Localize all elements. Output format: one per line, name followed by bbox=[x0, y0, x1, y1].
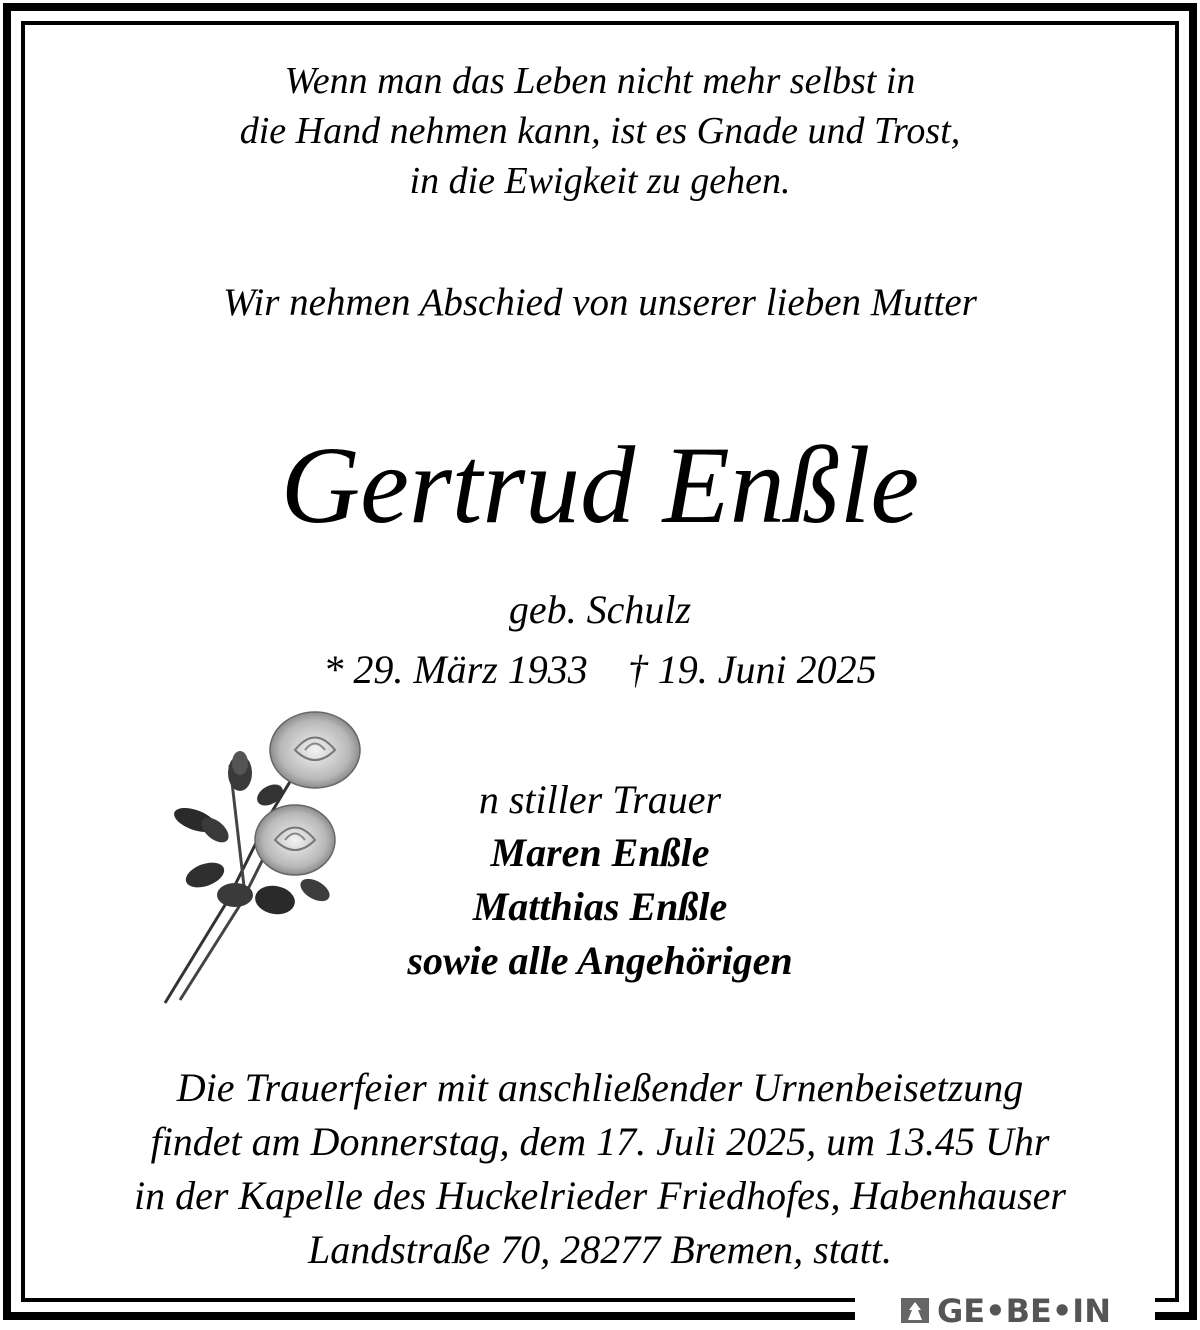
mourner-name-3: sowie alle Angehörigen bbox=[407, 938, 793, 983]
mourner-name-1: Maren Enßle bbox=[490, 830, 710, 875]
deceased-name: Gertrud Enßle bbox=[280, 424, 920, 546]
service-line-1: Die Trauerfeier mit anschließender Urnenbeisetzung bbox=[176, 1065, 1024, 1110]
verse-line-2: die Hand nehmen kann, ist es Gnade und Trost, bbox=[239, 110, 961, 152]
intro-text: Wir nehmen Abschied von unserer lieben Mutter bbox=[223, 281, 977, 324]
birth-date: * 29. März 1933 bbox=[323, 647, 588, 692]
service-line-3: in der Kapelle des Huckelrieder Friedhofes, Habenhauser bbox=[133, 1173, 1066, 1218]
service-line-4: Landstraße 70, 28277 Bremen, statt. bbox=[307, 1227, 893, 1272]
verse-line-1: Wenn man das Leben nicht mehr selbst in bbox=[284, 60, 916, 102]
gebein-logo-icon bbox=[899, 1296, 931, 1325]
mourning-heading: n stiller Trauer bbox=[478, 777, 722, 822]
mourner-name-2: Matthias Enßle bbox=[472, 884, 728, 929]
gebein-logo-text: GE•BE•IN bbox=[937, 1291, 1111, 1330]
birth-name: geb. Schulz bbox=[508, 587, 692, 632]
verse-line-3: in die Ewigkeit zu gehen. bbox=[409, 160, 791, 202]
gebein-logo bbox=[855, 1291, 1155, 1330]
life-dates bbox=[0, 647, 1200, 692]
service-line-2: findet am Donnerstag, dem 17. Juli 2025, um 13.45 Uhr bbox=[150, 1119, 1050, 1164]
death-date: † 19. Juni 2025 bbox=[627, 647, 877, 692]
